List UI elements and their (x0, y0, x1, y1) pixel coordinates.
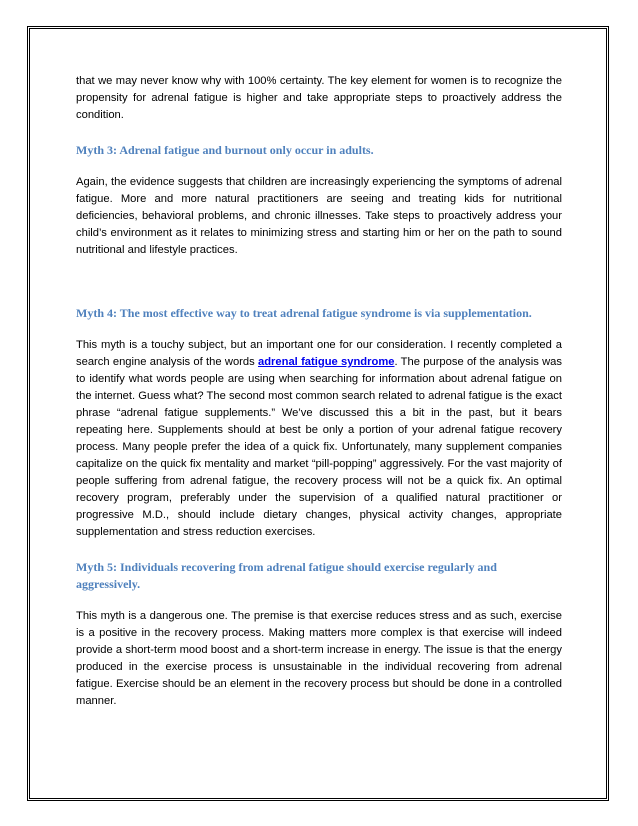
adrenal-fatigue-syndrome-link[interactable]: adrenal fatigue syndrome (258, 356, 395, 368)
myth-3-paragraph: Again, the evidence suggests that children are increasingly experiencing the symptoms of adrenal fatigue. More and more natural practitioners are seeing and treating kids for nutritional deficiencies, behavioral problems, and chronic illnesses. Take steps to proactively address your child’s environment as it relates to minimizing stress and starting him or her on the path to sound nutritional and lifestyle practices. (76, 176, 562, 256)
myth-4-paragraph (76, 337, 562, 541)
myth-5-heading: Myth 5: Individuals recovering from adrenal fatigue should exercise regularly and aggressively. (76, 560, 497, 591)
myth-4-text-after-link: . The purpose of the analysis was to identify what words people are using when searching for information about adrenal fatigue on the internet. Guess what? The second most common search related to adrenal fatigue is the exact phrase “adrenal fatigue supplements.” We’ve discussed this a bit in the past, but it bears repeating here. Supplements should at best be only a portion of your adrenal fatigue recovery process. Many people prefer the idea of a quick fix. Unfortunately, many supplement companies capitalize on the quick fix mentality and market “pill-popping” aggressively. For the vast majority of people suffering from adrenal fatigue, the recovery process will not be a quick fix. An optimal recovery program, preferably under the supervision of a qualified natural practitioner or progressive M.D., should include dietary changes, physical activity changes, appropriate supplementation and stress reduction exercises. (76, 356, 562, 538)
intro-paragraph: that we may never know why with 100% certainty. The key element for women is to recognize the propensity for adrenal fatigue is higher and take appropriate steps to proactively address the condition. (76, 75, 562, 121)
document-body (76, 73, 562, 710)
myth-4-heading: Myth 4: The most effective way to treat adrenal fatigue syndrome is via supplementation. (76, 306, 532, 320)
myth-4-text-before-link: This myth is a touchy subject, but an important one for our consideration. I recently completed a search engine analysis of the words (76, 339, 562, 368)
myth-3-heading: Myth 3: Adrenal fatigue and burnout only occur in adults. (76, 143, 374, 157)
myth-5-paragraph: This myth is a dangerous one. The premise is that exercise reduces stress and as such, exercise is a positive in the recovery process. Making matters more complex is that exercise will indeed provide a short-term mood boost and a short-term increase in energy. The issue is that the energy produced in the exercise process is unsustainable in the individual recovering from adrenal fatigue. Exercise should be an element in the recovery process but should be done in a controlled manner. (76, 610, 562, 707)
